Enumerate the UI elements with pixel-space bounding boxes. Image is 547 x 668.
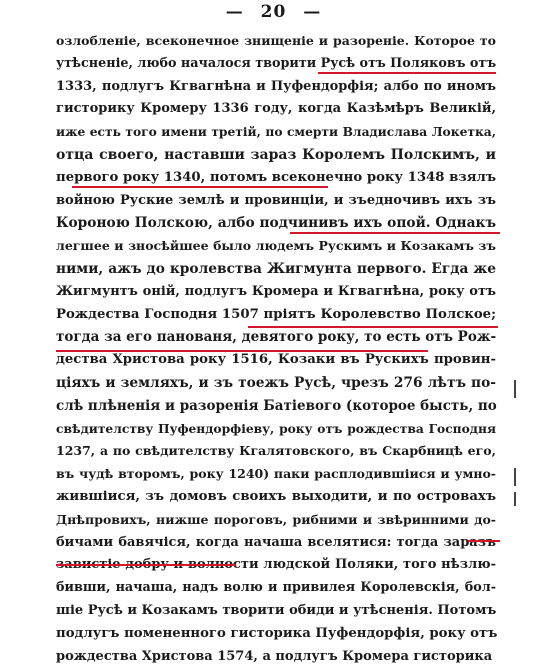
text-line: завистіе добру и волности людской Поляки, того нѣзлю- bbox=[56, 557, 496, 573]
text-line: войною Руские землѣ и провинціи, и зъедночивъ ихъ зъ bbox=[56, 192, 496, 208]
text-line: Днѣпровихъ, нижше пороговъ, рибними и звѣринними до- bbox=[56, 511, 496, 527]
page-header bbox=[0, 2, 547, 22]
red-underline bbox=[318, 72, 496, 74]
text-line: Жигмунтъ оній, подлугъ Кромера и Кгвагнѣна, року отъ bbox=[56, 283, 496, 299]
text-line: 1333, подлугъ Кгвагнѣна и Пуфендорфія; албо по иномъ bbox=[56, 78, 496, 94]
text-line: бичами бавячіся, когда начаша вселятися: тогда заразъ bbox=[56, 534, 496, 550]
margin-mark bbox=[514, 492, 516, 506]
header-right-dash: — bbox=[303, 2, 322, 22]
text-line: утѣсненіе, любо началося творити Русѣ отъ Поляковъ отъ bbox=[56, 55, 497, 71]
body-text bbox=[56, 30, 496, 668]
text-line: въ чудѣ второмъ, року 1240) паки расплодившіися и умно- bbox=[56, 466, 496, 482]
text-line: отца своего, наставши зараз Королемъ Полскимъ, и bbox=[56, 146, 496, 163]
text-line: дества Христова року 1516, Козаки въ Рускихъ провин- bbox=[56, 352, 496, 368]
text-line: бивши, начаша, надъ волю и привилея Королевскія, бол- bbox=[56, 580, 496, 596]
red-underline bbox=[56, 350, 428, 352]
red-underline bbox=[468, 540, 500, 542]
text-line: жившіися, зъ домовъ своихъ выходити, и по островахъ bbox=[56, 488, 496, 504]
text-line: тогда за его панованя, девятого року, то есть отъ Рож- bbox=[56, 329, 497, 346]
red-underline bbox=[72, 186, 328, 188]
text-line: иже есть того имени третій, по смерти Владислава Локетка, bbox=[56, 124, 496, 140]
text-line: ціяхъ и земляхъ, и зъ тоежъ Русѣ, чрезъ 276 лѣтъ по- bbox=[56, 374, 496, 391]
text-line: подлугъ помененного гисторика Пуфендорфія, року отъ bbox=[56, 625, 498, 641]
text-line: ними, ажъ до кролевства Жигмунта первого. Егда же bbox=[56, 260, 496, 277]
text-line: легшее и зносѣйшее было людемъ Рускимъ и Козакамъ зъ bbox=[56, 238, 496, 254]
text-line: озлобленіе, всеконечное знищеніе и разореніе. Которое то bbox=[56, 33, 496, 48]
red-underline bbox=[248, 326, 498, 328]
text-line: Рождества Господня 1507 пріятъ Королевство Полское; bbox=[56, 306, 496, 322]
text-line: 1237, а по свѣдителству Кгалятовского, въ Скарбницѣ его, bbox=[56, 443, 496, 459]
margin-mark bbox=[514, 468, 516, 486]
red-underline bbox=[290, 232, 500, 234]
text-line: слѣ плѣненія и разоренія Батіевого (которое бысть, по bbox=[56, 397, 497, 414]
text-line: свѣдителству Пуфендорфіеву, року отъ рождества Господня bbox=[56, 420, 496, 436]
page-number: 20 bbox=[260, 2, 287, 22]
text-line: первого року 1340, потомъ всеконечно року 1348 взялъ bbox=[56, 169, 497, 185]
header-left-dash: — bbox=[225, 2, 244, 22]
red-underline bbox=[56, 564, 236, 566]
text-line: шіе Русѣ и Козакамъ творити обиди и утѣсненія. Потомъ bbox=[56, 602, 497, 618]
text-line: рождества Христова 1574, а подлугъ Кромера гисторика bbox=[56, 648, 493, 664]
margin-mark bbox=[514, 380, 516, 398]
text-line: гисторику Кромеру 1336 году, когда Казѣмѣръ Великій, bbox=[56, 101, 496, 117]
text-line: Короною Полскою, албо подчинивъ ихъ опой. Однакъ bbox=[56, 215, 496, 232]
